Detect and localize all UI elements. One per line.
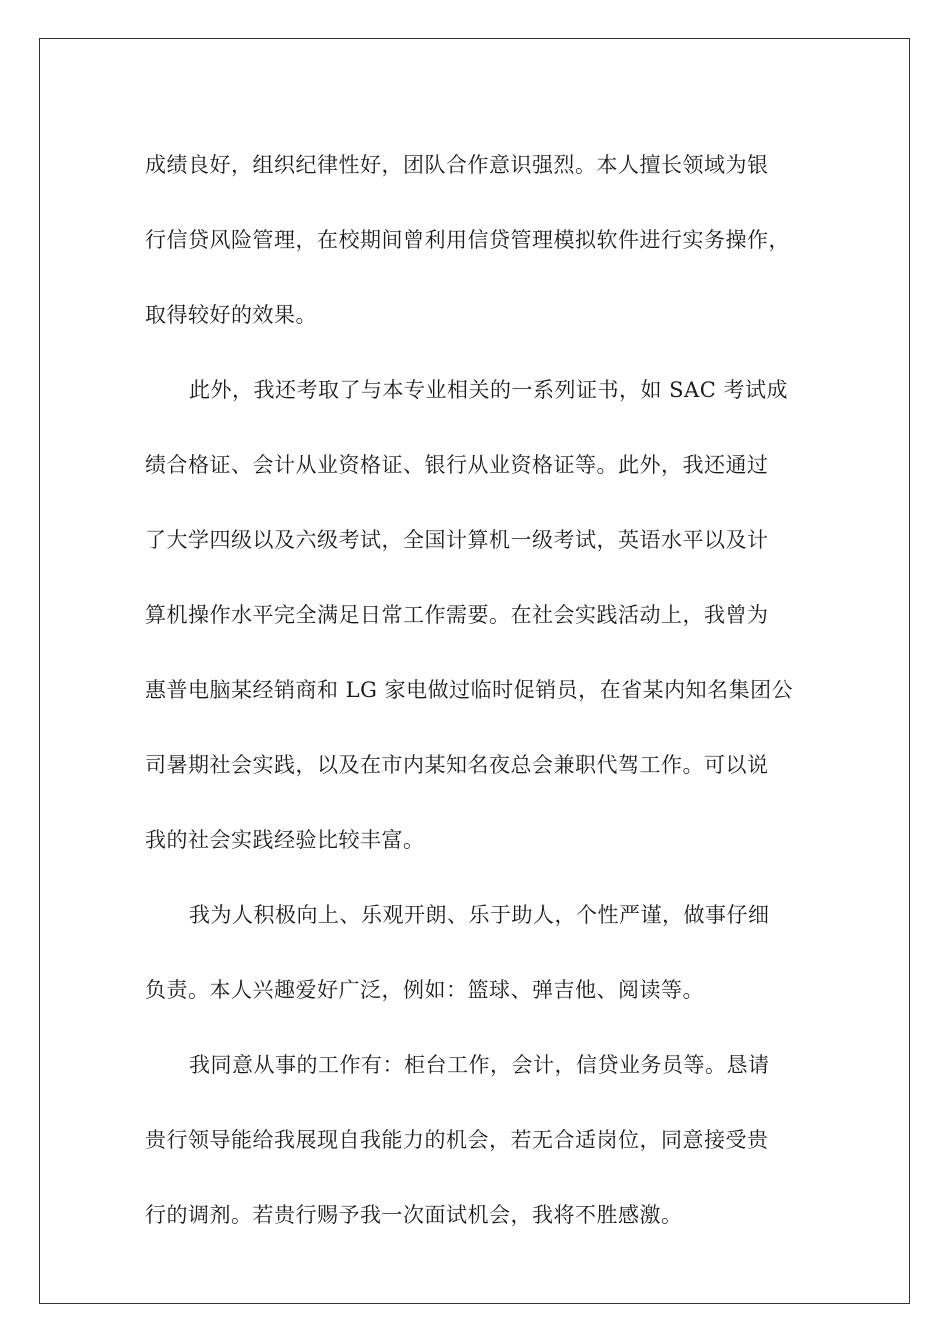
paragraph-education (145, 128, 815, 353)
paragraph-closing (145, 1028, 815, 1253)
text-line: 绩合格证、会计从业资格证、银行从业资格证等。此外，我还通过 (145, 453, 769, 477)
paragraph-personality (145, 878, 815, 1028)
text-line: 取得较好的效果。 (145, 303, 317, 327)
text-line: 此外，我还考取了与本专业相关的一系列证书，如 SAC 考试成 (189, 378, 788, 402)
text-line: 算机操作水平完全满足日常工作需要。在社会实践活动上，我曾为 (145, 603, 769, 627)
text-line: 了大学四级以及六级考试，全国计算机一级考试，英语水平以及计 (145, 528, 769, 552)
text-line: 贵行领导能给我展现自我能力的机会，若无合适岗位，同意接受贵 (145, 1128, 769, 1152)
text-line: 我的社会实践经验比较丰富。 (145, 828, 425, 852)
text-line: 成绩良好，组织纪律性好，团队合作意识强烈。本人擅长领域为银 (145, 153, 769, 177)
text-line: 我为人积极向上、乐观开朗、乐于助人，个性严谨，做事仔细 (189, 903, 770, 927)
text-line: 负责。本人兴趣爱好广泛，例如：篮球、弹吉他、阅读等。 (145, 978, 704, 1002)
text-line: 惠普电脑某经销商和 LG 家电做过临时促销员，在省某内知名集团公 (145, 678, 794, 702)
text-line: 行的调剂。若贵行赐予我一次面试机会，我将不胜感激。 (145, 1203, 683, 1227)
paragraph-certificates (145, 353, 815, 878)
document-body (145, 128, 815, 1253)
text-line: 我同意从事的工作有：柜台工作，会计，信贷业务员等。恳请 (189, 1053, 770, 1077)
text-line: 司暑期社会实践，以及在市内某知名夜总会兼职代驾工作。可以说 (145, 753, 769, 777)
text-line: 行信贷风险管理，在校期间曾利用信贷管理模拟软件进行实务操作， (145, 228, 790, 252)
